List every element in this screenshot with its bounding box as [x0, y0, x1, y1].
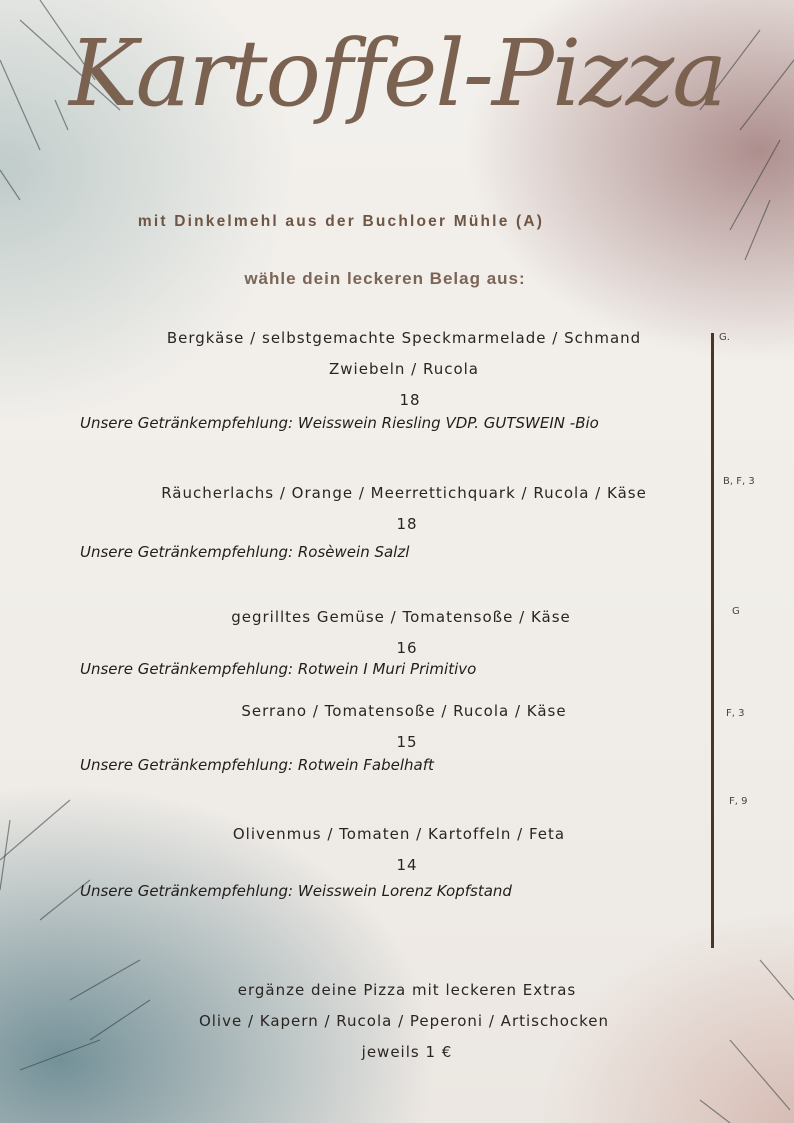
item-toppings: Bergkäse / selbstgemachte Speckmarmelade / Schmand: [166, 329, 642, 347]
item-toppings: Olivenmus / Tomaten / Kartoffeln / Feta: [232, 825, 566, 843]
extras-heading: ergänze deine Pizza mit leckeren Extras: [237, 981, 577, 999]
item-price: 16: [396, 639, 418, 657]
item-allergens: G.: [719, 332, 730, 343]
extras-list: Olive / Kapern / Rucola / Peperoni / Artischocken: [198, 1012, 610, 1030]
item-drink-recommendation: Unsere Getränkempfehlung: Weisswein Riesling VDP. GUTSWEIN -Bio: [80, 414, 599, 432]
item-toppings-line2: Zwiebeln / Rucola: [329, 360, 479, 378]
item-allergens: G: [732, 606, 740, 617]
item-allergens: F, 9: [729, 796, 748, 807]
item-toppings: Serrano / Tomatensoße / Rucola / Käse: [241, 702, 567, 720]
item-price: 15: [396, 733, 418, 751]
extras-price: jeweils 1 €: [361, 1043, 453, 1061]
item-price: 18: [396, 515, 418, 533]
item-price: 14: [396, 856, 418, 874]
item-toppings: gegrilltes Gemüse / Tomatensoße / Käse: [231, 608, 571, 626]
item-drink-recommendation: Unsere Getränkempfehlung: Rosèwein Salzl: [80, 543, 410, 561]
item-drink-recommendation: Unsere Getränkempfehlung: Weisswein Lorenz Kopfstand: [80, 882, 512, 900]
choose-topping-heading: wähle dein leckeren Belag aus:: [244, 269, 526, 288]
menu-title: Kartoffel-Pizza: [68, 20, 726, 127]
item-drink-recommendation: Unsere Getränkempfehlung: Rotwein I Muri Primitivo: [80, 660, 477, 678]
menu-subtitle: mit Dinkelmehl aus der Buchloer Mühle (A): [137, 213, 545, 230]
item-drink-recommendation: Unsere Getränkempfehlung: Rotwein Fabelhaft: [80, 756, 434, 774]
item-toppings: Räucherlachs / Orange / Meerrettichquark / Rucola / Käse: [161, 484, 647, 502]
item-allergens: B, F, 3: [723, 476, 755, 487]
item-allergens: F, 3: [726, 708, 745, 719]
item-price: 18: [399, 391, 421, 409]
allergen-divider: [711, 333, 714, 948]
